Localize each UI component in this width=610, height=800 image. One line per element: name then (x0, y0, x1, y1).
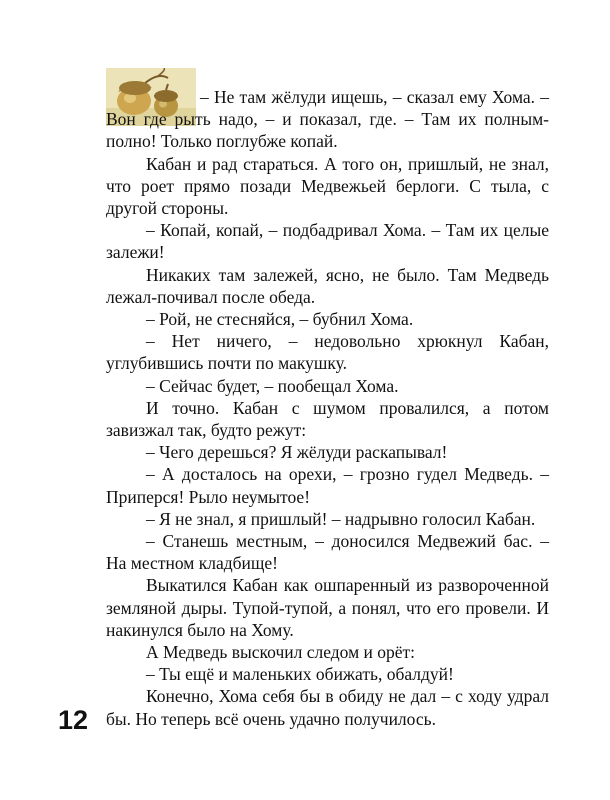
paragraph: А Медведь выскочил следом и орёт: (146, 642, 416, 663)
paragraph: – Нет ничего, – недовольно хрюкнул Кабан, углубившись почти по макушку. (106, 331, 549, 374)
paragraph: Выкатился Кабан как ошпаренный из развороченной земляной дыры. Тупой-тупой, а понял, что его провели. И накинулся было на Хому. (106, 575, 549, 640)
paragraph: – Я не знал, я пришлый! – надрывно голосил Кабан. (146, 508, 536, 529)
paragraph: – Рой, не стесняйся, – бубнил Хома. (146, 309, 414, 330)
paragraph: Конечно, Хома себя бы в обиду не дал – с ходу удрал бы. Но теперь всё очень удачно получилось. (106, 686, 549, 729)
story-text (106, 86, 549, 730)
page-number: 12 (58, 705, 89, 735)
paragraph: Кабан и рад стараться. А того он, пришлый, не знал, что роет прямо позади Медвежьей берлоги. С тыла, с другой стороны. (106, 153, 549, 219)
paragraph: – Сейчас будет, – пообещал Хома. (146, 375, 399, 396)
paragraph: – А досталось на орехи, – грозно гудел Медведь. – Приперся! Рыло неумытое! (106, 464, 549, 507)
paragraph: – Чего дерешься? Я жёлуди раскапывал! (146, 442, 448, 463)
paragraph: – Ты ещё и маленьких обижать, обалдуй! (146, 664, 454, 685)
paragraph: И точно. Кабан с шумом провалился, а потом завизжал так, будто режут: (106, 397, 549, 441)
paragraph: – Копай, копай, – подбадривал Хома. – Там их целые залежи! (106, 220, 549, 263)
paragraph: – Станешь местным, – доносился Медвежий бас. – На местном кладбище! (106, 531, 549, 574)
paragraph: Никаких там залежей, ясно, не было. Там Медведь лежал-почивал после обеда. (106, 264, 549, 307)
paragraph: – Не там жёлуди ищешь, – сказал ему Хома. – Вон где рыть надо, – и показал, где. – Там их полным-полно! Только поглубже копай. (106, 87, 549, 152)
